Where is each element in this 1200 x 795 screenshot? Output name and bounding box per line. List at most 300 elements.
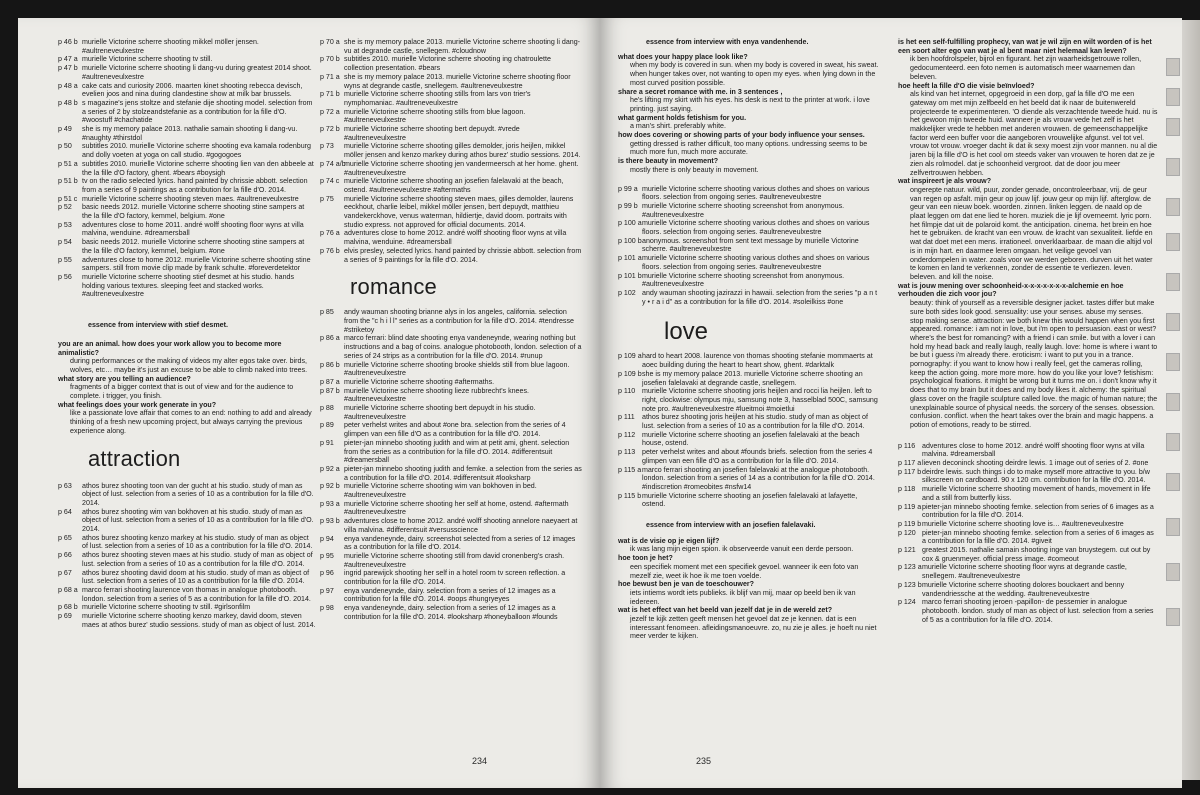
page-ref: p 68 a	[58, 585, 78, 594]
interview-question: hoe toon je het?	[618, 554, 673, 563]
thumbnail-strip	[1166, 18, 1182, 788]
page-ref: p 95	[320, 551, 334, 560]
interview-answer: during performances or the making of videos my alter egos take over. birds, wolves, etc… maybe it's just an excuse to be able to climb naked into trees.	[70, 357, 308, 374]
page-ref: p 73	[320, 142, 334, 151]
interview-answer: when my body is covered in sun. when my body is covered in sweat, his sweat. when hunger takes over, not wanting to open my eyes. when lying down in the most curved position possible.	[630, 61, 879, 87]
credit-list	[320, 308, 582, 621]
page-ref: p 119 a	[898, 502, 922, 511]
credit-text: murielle Victorine scherre shooting tv still.	[82, 55, 213, 64]
credit-text: murielle Victorine scherre shooting floor wyns at degrande castle, snellegem. #aultreneveulxestre	[922, 563, 1127, 581]
interview-answer: a man's shirt. preferably white.	[630, 122, 726, 131]
credit-text: athos burez shooting david doom at his studio. study of man as object of lust. selection from a series of 10 as a contribution for la fille d'O. 2014.	[82, 568, 310, 586]
credit-entry	[320, 125, 582, 142]
page-ref: p 76 b	[320, 246, 340, 255]
page-ref: p 92 a	[320, 464, 340, 473]
credit-text: she is my memory palace 2013. murielle Victorine scherre shooting an josefien falelavaki at degrande castle, snellegem.	[642, 369, 863, 387]
credit-text: marco ferrari: blind date shooting enya vandeneynde, wearing nothing but instructions and a bag of coins. analogue photobooth, london. selection of a series of 24 strips as a contribution for la fille d'O. 2014. #runup	[344, 334, 582, 360]
page-ref: p 101 b	[618, 271, 642, 280]
credit-entry	[320, 142, 582, 159]
credit-entry	[58, 125, 316, 142]
page-ref: p 86 a	[320, 334, 340, 343]
page-ref: p 99 b	[618, 201, 638, 210]
credit-text: murielle Victorine scherre shooting li dang-vu during greatest 2014 shoot. #aultreneveulxestre	[82, 64, 312, 81]
page-ref: p 93 b	[320, 517, 340, 526]
credit-entry	[320, 247, 582, 264]
credit-entry	[618, 202, 880, 219]
page-ref: p 69	[58, 612, 72, 621]
credit-text: marco ferrari shooting laurence von thomas in analogue photobooth. london. selection from a series of 5 as a contribution for la fille d'O. 2014.	[82, 585, 311, 603]
credit-entry	[898, 485, 1158, 502]
credit-text: murielle Victorine scherre shooting gilles demolder, joris heijlen, mikkel möller jensen and kenzo markey during athos burez' studio sessions. 2014.	[344, 142, 581, 160]
credit-entry	[58, 238, 316, 255]
interview-question: share a secret romance with me. in 3 sentences ,	[618, 87, 783, 96]
page-ref: p 48 a	[58, 81, 78, 90]
credit-text: murielle Victorine scherre shooting still from david cronenberg's crash. #aultreneveulxestre	[344, 551, 565, 569]
credit-entry	[320, 482, 582, 499]
credit-entry	[898, 581, 1158, 598]
thumbnail	[1166, 433, 1180, 451]
credit-entry	[618, 272, 880, 289]
credit-text: murielle Victorine scherre shooting various clothes and shoes on various floors. selection from ongoing series. #aultreneveulxestre	[642, 219, 870, 237]
credit-entry	[320, 90, 582, 107]
credit-entry	[618, 185, 880, 202]
credit-entry	[320, 439, 582, 465]
credit-entry	[618, 387, 880, 413]
credit-text: pieter-jan minnebo shooting judith and femke. a selection from the series as a contribution for la fille d'O. 2014. #differentsuit #looksharp	[344, 464, 582, 482]
credit-text: murielle Victorine scherre shooting brooke shields still from blue lagoon. #aultreneveulxestre	[344, 360, 570, 378]
credit-text: subtitles 2010. murielle Victorine scherre shooting ing chatroulette collection presentation. #bears	[344, 55, 551, 73]
page-ref: p 109 b	[618, 369, 642, 378]
credit-entry	[58, 482, 316, 508]
page-ref: p 56	[58, 272, 72, 281]
page-ref: p 121	[898, 546, 916, 555]
credit-entry	[618, 254, 880, 271]
credit-entry	[58, 38, 316, 55]
credit-text: athos burez shooting wim van bokhoven at his studio. study of man as object of lust. selection from a series of 10 as a contribution for la fille d'O. 2014.	[82, 507, 314, 534]
page-ref: p 72 a	[320, 107, 340, 116]
interview-answer: fragments of a bigger context that is out of view and for the audience to complete. i trigger, you finish.	[70, 383, 294, 401]
page-ref: p 70 b	[320, 55, 340, 64]
credit-text: anonymous. screenshot from sent text message by murielle Victorine scherre. #aultreneveulxestre	[642, 236, 859, 254]
credit-text: adventures close to home 2012. andré wolff shooting annelore naeyaert at villa malvina. #differentsuit #versusscience	[344, 517, 578, 534]
credit-entry	[58, 221, 316, 238]
interview-question: you are an animal. how does your work allow you to become more animalistic?	[58, 339, 282, 357]
interview-question: what feelings does your work generate in you?	[58, 400, 217, 409]
credit-entry	[58, 551, 316, 568]
credit-entry	[898, 546, 1158, 563]
credit-entry	[58, 508, 316, 534]
page-ref: p 118	[898, 485, 916, 494]
page-ref: p 50	[58, 142, 72, 151]
page-ref: p 70 a	[320, 38, 340, 46]
credit-entry	[58, 99, 316, 125]
credit-entry	[320, 517, 582, 534]
credit-text: adventures close to home 2011. andré wolff shooting floor wyns at villa malvina, wenduine. #dreamersball	[82, 220, 304, 238]
credit-entry	[58, 534, 316, 551]
interview-question: hoe bewust ben je van de toeschouwer?	[618, 580, 754, 589]
page-ref: p 93 a	[320, 499, 340, 508]
page-ref: p 87 a	[320, 377, 340, 386]
credit-entry	[320, 604, 582, 621]
credit-text: marco ferrari shooting an josefien falelavaki at the analogue photobooth. london. selection from a series of 14 as a contribution for la fille d'O. 2014. #indiscretion #romeobites #nsfw14	[642, 465, 875, 491]
interview-qa	[618, 53, 880, 175]
page-ref: p 74 a/b	[320, 159, 346, 168]
credit-text: andy wauman shooting brianne alys in los angeles, california. selection from the "c h i l l" series as a contribution for la fille d'O. 2014. #tendresse #striketoy	[344, 308, 574, 334]
interview-answer: mostly there is only beauty in movement.	[630, 165, 759, 174]
page-ref: p 91	[320, 438, 334, 447]
credit-text: murielle Victorine scherre shooting steven maes, gilles demolder, laurens eeckhout, charlie leibel, mikkel möller jensen, bert depuydt, matthieu vandekerckhove, venus waterman, hildiertje, david doom. portraits with studio express. not approved for official documents. 2014.	[344, 194, 574, 229]
credit-entry	[618, 289, 880, 306]
page-ref: p 89	[320, 421, 334, 430]
credit-text: athos burez shooting toon van der gucht at his studio. study of man as object of lust. selection from a series of 10 as a contribution for la fille d'O. 2014.	[82, 481, 314, 507]
credit-entry	[320, 160, 582, 177]
left-page	[18, 18, 600, 788]
page-ref: p 64	[58, 507, 72, 516]
interview-question: wat inspireert je als vrouw?	[898, 177, 992, 186]
interview-question: is there beauty in movement?	[618, 157, 719, 166]
thumbnail	[1166, 518, 1180, 536]
credit-entry	[320, 108, 582, 125]
credit-entry	[320, 387, 582, 404]
credit-text: murielle Victorine scherre shooting stills from lars von trier's nymphomaniac. #aultreneveulxestre	[344, 90, 531, 107]
thumbnail	[1166, 158, 1180, 176]
page-ref: p 123 b	[898, 580, 922, 589]
left-column-1	[58, 38, 316, 629]
credit-text: enya vandeneynde, dairy. selection from a series of 12 images as a contribution for la fille d'O. 2014. #oops #hungryeyes	[344, 586, 556, 604]
thumbnail	[1166, 273, 1180, 291]
page-ref: p 68 b	[58, 603, 78, 612]
interview-question: wat is het effect van het beeld van jezelf dat je in de wereld zet?	[618, 606, 833, 615]
credit-entry	[618, 431, 880, 448]
credit-text: murielle Victorine scherre shooting jen vandermeersch at her home. ghent. #aultreneveulxestre	[344, 159, 579, 177]
section-title-romance: romance	[350, 274, 437, 300]
credit-text: greatest 2015. nathalie samain shooting inge van bruystegem. cut out by cox & gruenmeyer. official press image. #comeout	[922, 546, 1151, 563]
credit-entry	[320, 500, 582, 517]
credit-text: subtitles 2010. murielle Victorine scherre shooting eva kamala rodenburg and dolly voeten at yoga on call studio. #gogogoes	[82, 142, 311, 160]
interview-answer: getting dressed is rather difficult, too many options. undressing seems to be much more fun, much more accurate.	[630, 139, 868, 157]
page-ref: p 112	[618, 430, 636, 439]
thumbnail	[1166, 313, 1180, 331]
thumbnail	[1166, 608, 1180, 626]
interview-question: what does your happy place look like?	[618, 52, 748, 61]
credit-entry	[320, 404, 582, 421]
page-ref: p 87 b	[320, 386, 340, 395]
credit-text: basic needs 2012. murielle Victorine scherre shooting stine sampers at the la fille d'O factory, kemmel, belgium. #one	[82, 203, 305, 221]
thumbnail	[1166, 353, 1180, 371]
page-ref: p 54	[58, 238, 72, 247]
credit-entry	[618, 448, 880, 465]
interview-question: wat is jouw mening over schoonheid-x-x-x-x-x-x-x-alchemie en hoe verhouden die zich voor jou?	[898, 281, 1124, 299]
page-number: 234	[472, 756, 488, 766]
interview-answer: ik ben hoofdrolspeler, bijrol en figurant. het zijn waarheidsgetrouwe rollen, gedocumenteerd. een foto nemen is automatisch meer waarnemen dan beleven.	[910, 55, 1142, 81]
credit-entry	[320, 334, 582, 360]
credit-list	[898, 442, 1158, 625]
interview-qa	[618, 537, 880, 641]
credit-text: pieter-jan minnebo shooting judith and wim at petit ami, ghent. selection from the series as a contribution for la fille d'O. 2014. #differentsuit #dreamersball	[344, 438, 570, 465]
page-ref: p 86 b	[320, 360, 340, 369]
page-ref: p 119 b	[898, 519, 922, 528]
credit-text: murielle Victorine scherre shooting various clothes and shoes on various floors. selection from ongoing series. #aultreneveulxestre	[642, 184, 870, 202]
credit-text: subtitles 2010. murielle Victorine scherre shooting lien van den abbeele at the la fille d'O factory, ghent. #bears #boysigh	[82, 159, 314, 177]
thumbnail	[1166, 473, 1180, 491]
page-ref: p 113	[618, 448, 636, 457]
interview-answer: ik was lang mijn eigen spion. ik observeerde vanuit een derde persoon.	[630, 545, 854, 554]
credit-entry	[898, 598, 1158, 624]
credit-entry	[320, 465, 582, 482]
credit-text: murielle Victorine scherre shooting an josefien falelavaki at the beach house, ostend.	[642, 430, 860, 448]
credit-text: she is my memory palace 2013. murielle Victorine scherre shooting li dang-vu at degrande castle, snellegem. #cloudnow	[344, 38, 581, 55]
page-ref: p 115 b	[618, 491, 642, 500]
page-ref: p 46 b	[58, 38, 78, 46]
credit-text: murielle Victorine scherre shooting kenzo markey, david doom, steven maes at athos burez' studio sessions. study of man as object of lust. 2014.	[82, 612, 316, 629]
interview-answer: een specifiek moment met een specifiek gevoel. wanneer ik een foto van mezelf zie, weet ik hoe ik me toen voelde.	[630, 562, 859, 580]
credit-text: murielle Victorine scherre shooting steven maes. #aultreneveulxestre	[82, 194, 299, 203]
credit-entry	[58, 64, 316, 81]
page-ref: p 49	[58, 125, 72, 134]
page-ref: p 75	[320, 194, 334, 203]
page-ref: p 51 b	[58, 177, 78, 186]
credit-list	[58, 482, 316, 630]
page-ref: p 101 a	[618, 254, 642, 263]
credit-text: she is my memory palace 2013. murielle Victorine scherre shooting floor wyns at degrande castle, snellegem. #aultreneveulxestre	[344, 72, 571, 90]
interview-heading: essence from interview with enya vandenhende.	[646, 38, 809, 46]
credit-text: athos burez shooting joris heijlen at his studio. study of man as object of lust. selection from a series of 10 as a contribution for la fille d'O. 2014.	[642, 413, 868, 431]
credit-entry	[898, 520, 1158, 529]
page-ref: p 65	[58, 533, 72, 542]
credit-entry	[58, 612, 316, 629]
credit-text: lieven deconinck shooting deirdre lewis. 1 image out of series of 2. #one	[922, 459, 1149, 468]
credit-entry	[618, 413, 880, 430]
page-ref: p 123 a	[898, 563, 922, 572]
interview-qa	[898, 38, 1158, 430]
credit-entry	[58, 256, 316, 273]
interview-answer: jezelf te kijk zetten geeft mensen het gevoel dat ze je kennen. dat is een interessant fenomeen. afleidingsmanoeuvre. zo, nu zie je alles. je hoeft nu niet meer verder te kijken.	[630, 615, 877, 641]
credit-text: murielle Victorine scherre shooting stills from blue lagoon. #aultreneveulxestre	[344, 107, 526, 125]
left-column-2	[320, 38, 582, 622]
credit-list	[618, 185, 880, 307]
page-ref: p 116	[898, 441, 916, 450]
page-ref: p 124	[898, 598, 916, 607]
credit-entry	[320, 421, 582, 438]
right-column-2	[898, 38, 1158, 624]
page-ref: p 100 b	[618, 236, 642, 245]
interview-answer: iets intiems wordt iets publieks. ik blijf van mij, maar op beeld ben ik van iedereen.	[630, 588, 856, 606]
interview-question: is het een self-fulfilling prophecy, van wat je wil zijn en wilt worden of is het een soort alter ego van wat je al bent maar niet helemaal kan leven?	[898, 38, 1152, 55]
interview-answer: ongerepte natuur. wild, puur, zonder genade, oncontroleerbaar, vrij. de geur van regen op asfalt. mijn geur op jouw lijf. jouw geur op mijn lijf. afterglow. de geur van een nieuw boek. woorden. zinnen. linken leggen. de naald op de plaat leggen om dat ene lied te horen. muziek die je lijf overneemt. lyric porn. het filmpje dat uit de polaroid komt. the anticipation. cinema. het brein en hoe het te gebruiken. de kracht van een vrouw. de kracht van sexualiteit. liefde en wat dat doet met een mens. irrationeel. onverklaarbaar. de maan die altijd vol is in mijn hart. en daarmee leren omgaan. het veilige gevoel van onderdompelen in water. zoals voor we werden geboren. durven uit het water te komen en land te verkennen, zonder de essentie te verliezen. leven. beleven. and kill the noise.	[910, 185, 1153, 281]
page-ref: p 67	[58, 568, 72, 577]
page-ref: p 109 a	[618, 352, 642, 361]
credit-entry	[320, 177, 582, 194]
credit-text: murielle Victorine scherre shooting wim van bokhoven in bed. #aultreneveulxestre	[344, 482, 537, 500]
page-number: 235	[696, 756, 712, 766]
credit-entry	[898, 563, 1158, 580]
page-edge-stack	[1180, 20, 1200, 780]
credit-entry	[58, 142, 316, 159]
right-page	[600, 18, 1182, 788]
credit-text: murielle Victorine scherre shooting #aftermaths.	[344, 377, 495, 386]
credit-entry	[898, 468, 1158, 485]
credit-text: deirdre lewis. such things i do to make myself more attractive to you. b/w silkscreen on cardboard. 90 x 120 cm. contribution for la fille d'O. 2014.	[922, 467, 1150, 485]
credit-text: pieter-jan minnebo shooting femke. selection from series of 6 images as a contribution for la fille d'O. 2014.	[922, 502, 1154, 520]
page-ref: p 92 b	[320, 482, 340, 491]
credit-entry	[58, 160, 316, 177]
credit-entry	[898, 529, 1158, 546]
page-ref: p 88	[320, 404, 334, 413]
page-ref: p 66	[58, 551, 72, 560]
credit-text: murielle Victorine scherre shooting stief desmet at his studio. hands holding various textures. sleeping feet and stacked works. #aultreneveulxestre	[82, 272, 295, 299]
credit-entry	[320, 229, 582, 246]
credit-text: ingrid parewijck shooting her self in a hotel room tv screen reflection. a contribution for la fille d'O. 2014.	[344, 569, 566, 587]
section-title-love: love	[664, 318, 709, 346]
credit-text: murielle Victorine scherre shooting movement of hands, movement in life and a still from butterfly kiss.	[922, 485, 1151, 502]
credit-text: murielle Victorine scherre shooting bert depuydt in his studio. #aultreneveulxestre	[344, 404, 536, 421]
credit-text: tv on the radio selected lyrics. hand painted by chrissie abbott. selection from a series of 9 paintings as a contribution for la fille d'O. 2014.	[82, 177, 308, 194]
credit-text: murielle Victorine scherre shooting various clothes and shoes on various floors. selection from ongoing series. #aultreneveulxestre	[642, 254, 870, 271]
credit-entry	[58, 82, 316, 99]
interview-question: how does covering or showing parts of your body influence your senses.	[618, 131, 865, 140]
section-title-attraction: attraction	[88, 445, 181, 471]
credit-entry	[618, 352, 880, 369]
credit-text: murielle Victorine scherre shooting an josefien falelavaki at the beach, ostend. #aultreneveulxestre #aftermaths	[344, 177, 564, 194]
page-ref: p 85	[320, 308, 334, 317]
credit-entry	[320, 55, 582, 72]
credit-entry	[58, 569, 316, 586]
credit-entry	[618, 466, 880, 492]
credit-entry	[898, 503, 1158, 520]
credit-text: enya vandeneynde, dairy. screenshot selected from a series of 12 images as a contribution for la fille d'O. 2014.	[344, 534, 576, 552]
credit-text: hard to heart 2008. laurence von thomas shooting stefanie mommaerts at aoec building during the heart to heart show, ghent. #darktalk	[642, 352, 873, 370]
credit-text: she is my memory palace 2013. nathalie samain shooting li dang-vu. #naughty #thirstdol	[82, 125, 298, 142]
credit-entry	[320, 535, 582, 552]
interview-answer: like a passionate love affair that comes to an end: nothing to add and already thinking of a fresh new upcoming project, but always carrying the previous experience along.	[70, 409, 312, 435]
page-ref: p 71 a	[320, 72, 340, 81]
credit-text: murielle Victorine scherre shooting lieze rubbrecht's knees. #aultreneveulxestre	[344, 386, 529, 404]
page-ref: p 120	[898, 528, 916, 537]
page-ref: p 102	[618, 288, 636, 297]
page-ref: p 117 a	[898, 459, 922, 468]
credit-text: murielle Victorine scherre shooting mikkel möller jensen. #aultreneveulxestre	[82, 38, 259, 55]
credit-text: andy wauman shooting jazirazzi in hawaii. selection from the series "p a n t y • r a i d" as a contribution for la fille d'O. 2014. #soleilkiss #one	[642, 288, 878, 306]
interview-question: wat is de visie op je eigen lijf?	[618, 536, 720, 545]
page-ref: p 76 a	[320, 229, 340, 238]
credit-text: s magazine's jens stoltze and stefanie dije shooting model. selection from a series of 2 by stolzeandstefanie as a contribution for la fille d'O. #woostuff #chachatide	[82, 98, 313, 125]
credit-text: murielle Victorine scherre shooting tv still. #girlsonfilm	[82, 603, 251, 612]
interview-answer: beauty: think of yourself as a reversible designer jacket. tastes differ but make sure both sides look good. sensuality: use your senses. abuse my senses. stop making sense. attraction: we both knew this would happen when you first appeared. romance: i am not in love, but i'm open to persuasion. east or west? where's the best for romancing? with a friend i can smile. but with a lover i can hold my head back and really laugh, really laugh. love: home is where i want to be but i guess i'm already there. eroticism: i want to put you in a trance. pornography: if you want to know how i really feel, get the cameras rolling, keep the action going. more more more. how do you like your love? fetishism: psychological fixations. it might be wrong but it turns me on. i don't know why it does that to my brain but it does and my body likes it. alchemy: the spiritual glass cover on the fragile sculpture called love. the magic of human nature; the unexplainable source of physical needs. the sorcery of the senses. obsession. confusion. conflict. when the heart takes over the brain and magic happens. a potion of emotions, ready to be stirred.	[910, 299, 1158, 429]
page-ref: p 100 a	[618, 219, 642, 228]
thumbnail	[1166, 198, 1180, 216]
credit-text: pieter-jan minnebo shooting femke. selection from a series of 6 images as a contribution for la fille d'O. 2014. #giveit	[922, 528, 1154, 546]
interview-qa	[58, 340, 316, 436]
page-ref: p 74 c	[320, 177, 340, 186]
page-ref: p 55	[58, 255, 72, 264]
credit-text: peter verhelst writes and about #founds briefs. selection from the series 4 glimpen van een fille d'O as a contribution for la fille d'O. 2014.	[642, 448, 873, 465]
credit-text: murielle Victorine scherre shooting dolores bouckaert and benny vandendriessche at the wedding. #aultreneveulxestre	[922, 580, 1125, 598]
interview-answer: he's lifting my skirt with his eyes. his desk is next to the printer at work. i love printing. just saying.	[630, 96, 870, 113]
credit-entry	[58, 55, 316, 64]
credit-entry	[58, 603, 316, 612]
page-ref: p 98	[320, 604, 334, 613]
thumbnail	[1166, 233, 1180, 251]
credit-entry	[320, 361, 582, 378]
credit-text: murielle Victorine scherre shooting an josefien falelavaki at lafayette, ostend.	[642, 491, 858, 509]
credit-text: elvis presley, selected lyrics. hand painted by chrissie abbott. selection from a series of 9 paintings for la fille d'O. 2014.	[344, 246, 582, 264]
page-ref: p 94	[320, 534, 334, 543]
credit-entry	[58, 177, 316, 194]
credit-entry	[320, 195, 582, 230]
credit-entry	[898, 459, 1158, 468]
credit-text: basic needs 2012. murielle Victorine scherre shooting stine sampers at the la fille d'O factory, kemmel, belgium. #one	[82, 238, 305, 255]
credit-text: enya vandeneynde, dairy. selection from a series of 12 images as a contribution for la fille d'O. 2014. #looksharp #honeyballoon #founds	[344, 604, 558, 621]
credit-entry	[898, 442, 1158, 459]
credit-entry	[320, 73, 582, 90]
page-ref: p 47 b	[58, 64, 78, 73]
credit-text: murielle Victorine scherre shooting screenshot from anonymous. #aultreneveulxestre	[642, 201, 845, 219]
page-ref: p 96	[320, 569, 334, 578]
interview-heading: essence from interview with stief desmet.	[88, 321, 228, 330]
page-ref: p 71 b	[320, 90, 340, 99]
credit-list	[58, 38, 316, 299]
thumbnail	[1166, 58, 1180, 76]
credit-list	[618, 352, 880, 509]
page-ref: p 47 a	[58, 55, 78, 64]
credit-text: athos burez shooting kenzo markey at his studio. study of man as object of lust. selection from a series of 10 as a contribution for la fille d'O. 2014.	[82, 533, 313, 551]
thumbnail	[1166, 563, 1180, 581]
page-ref: p 117 b	[898, 467, 922, 476]
thumbnail	[1166, 118, 1180, 136]
credit-entry	[320, 587, 582, 604]
credit-entry	[618, 492, 880, 509]
interview-question: hoe heeft la fille d'O die visie beïnvloed?	[898, 81, 1035, 90]
page-ref: p 52	[58, 203, 72, 212]
credit-entry	[320, 378, 582, 387]
credit-entry	[320, 552, 582, 569]
credit-entry	[58, 203, 316, 220]
interview-heading: essence from interview with an josefien falelavaki.	[646, 521, 816, 530]
credit-entry	[320, 38, 582, 55]
credit-text: murielle Victorine scherre shooting her self at home, ostend. #aftermath #aultreneveulxestre	[344, 499, 569, 517]
page-ref: p 99 a	[618, 184, 638, 193]
page-ref: p 48 b	[58, 98, 78, 107]
credit-list	[320, 38, 582, 264]
credit-entry	[58, 586, 316, 603]
credit-entry	[618, 370, 880, 387]
page-ref: p 72 b	[320, 125, 340, 134]
credit-entry	[618, 219, 880, 236]
credit-text: adventures close to home 2012. murielle Victorine scherre shooting stine sampers. still from movie clip made by frank schulte. #foreverdetektor	[82, 255, 311, 273]
credit-text: peter verhelst writes and about #one bra. selection from the series of 4 glimpen van een fille d'O as a contribution for la fille d'O. 2014.	[344, 421, 566, 439]
credit-text: athos burez shooting steven maes at his studio. study of man as object of lust. selection from a series of 10 as a contribution for la fille d'O. 2014.	[82, 551, 313, 568]
page-ref: p 63	[58, 481, 72, 490]
page-ref: p 115 a	[618, 465, 642, 474]
credit-text: adventures close to home 2012. andré wolff shooting floor wyns at villa malvina, wenduine. #dreamersball	[344, 229, 567, 247]
credit-entry	[58, 195, 316, 204]
thumbnail	[1166, 393, 1180, 411]
credit-entry	[320, 308, 582, 334]
interview-answer: als kind van het internet, opgegroeid in een dorp, gaf la fille d'O me een gateway om met mijn zelfbeeld en het beeld dat ik naar de buitenwereld projecteerde te experimenteren. 'O diende als verzachtende tweede huid. nu is het gewoon mijn tweede huid. wanneer je als vrouw vede het zelf is het makkelijker vrede te hebben met anderen vrouwen. de gemeenschappelijke factor werd een buffer voor die aangeboren vrouwelijke afgunst. vel tot vel. vrouw tot vrouw. vroeger dacht ik dat ik sexy moest zijn voor mannen. nu al die jaren bij la fille d'O is het cool om steeds vaker van vrouwen te horen dat ze je zien als rolmodel. dat je schoonheid vergroot. dat de door jou meer zelfvertrouwen hebben.	[910, 90, 1158, 177]
interview-question: what story are you telling an audience?	[58, 374, 191, 383]
credit-text: murielle Victorine scherre shooting joris heijlen and rocci lia heijlen. left to right, clockwise: olympus mju, samsung note 3, hasselblad 500C, samsung note pro. #aultreneveulxestre #lueitmoi #moietlui	[642, 387, 878, 413]
page-ref: p 110	[618, 387, 636, 396]
page-ref: p 51 c	[58, 194, 78, 203]
credit-text: cake cats and curiosity 2006. maarten kinet shooting rebecca devisch, evelien joos and nina during clandestine show at milk bar brussels.	[82, 81, 303, 99]
credit-entry	[58, 273, 316, 299]
interview-question: what garment holds fetishism for you.	[618, 113, 747, 122]
credit-entry	[320, 569, 582, 586]
credit-entry	[618, 237, 880, 254]
credit-text: adventures close to home 2012. andré wolff shooting floor wyns at villa malvina. #dreamersball	[922, 441, 1145, 459]
page-ref: p 97	[320, 586, 334, 595]
credit-text: murielle Victorine scherre shooting screenshot from anonymous. #aultreneveulxestre	[642, 271, 845, 289]
